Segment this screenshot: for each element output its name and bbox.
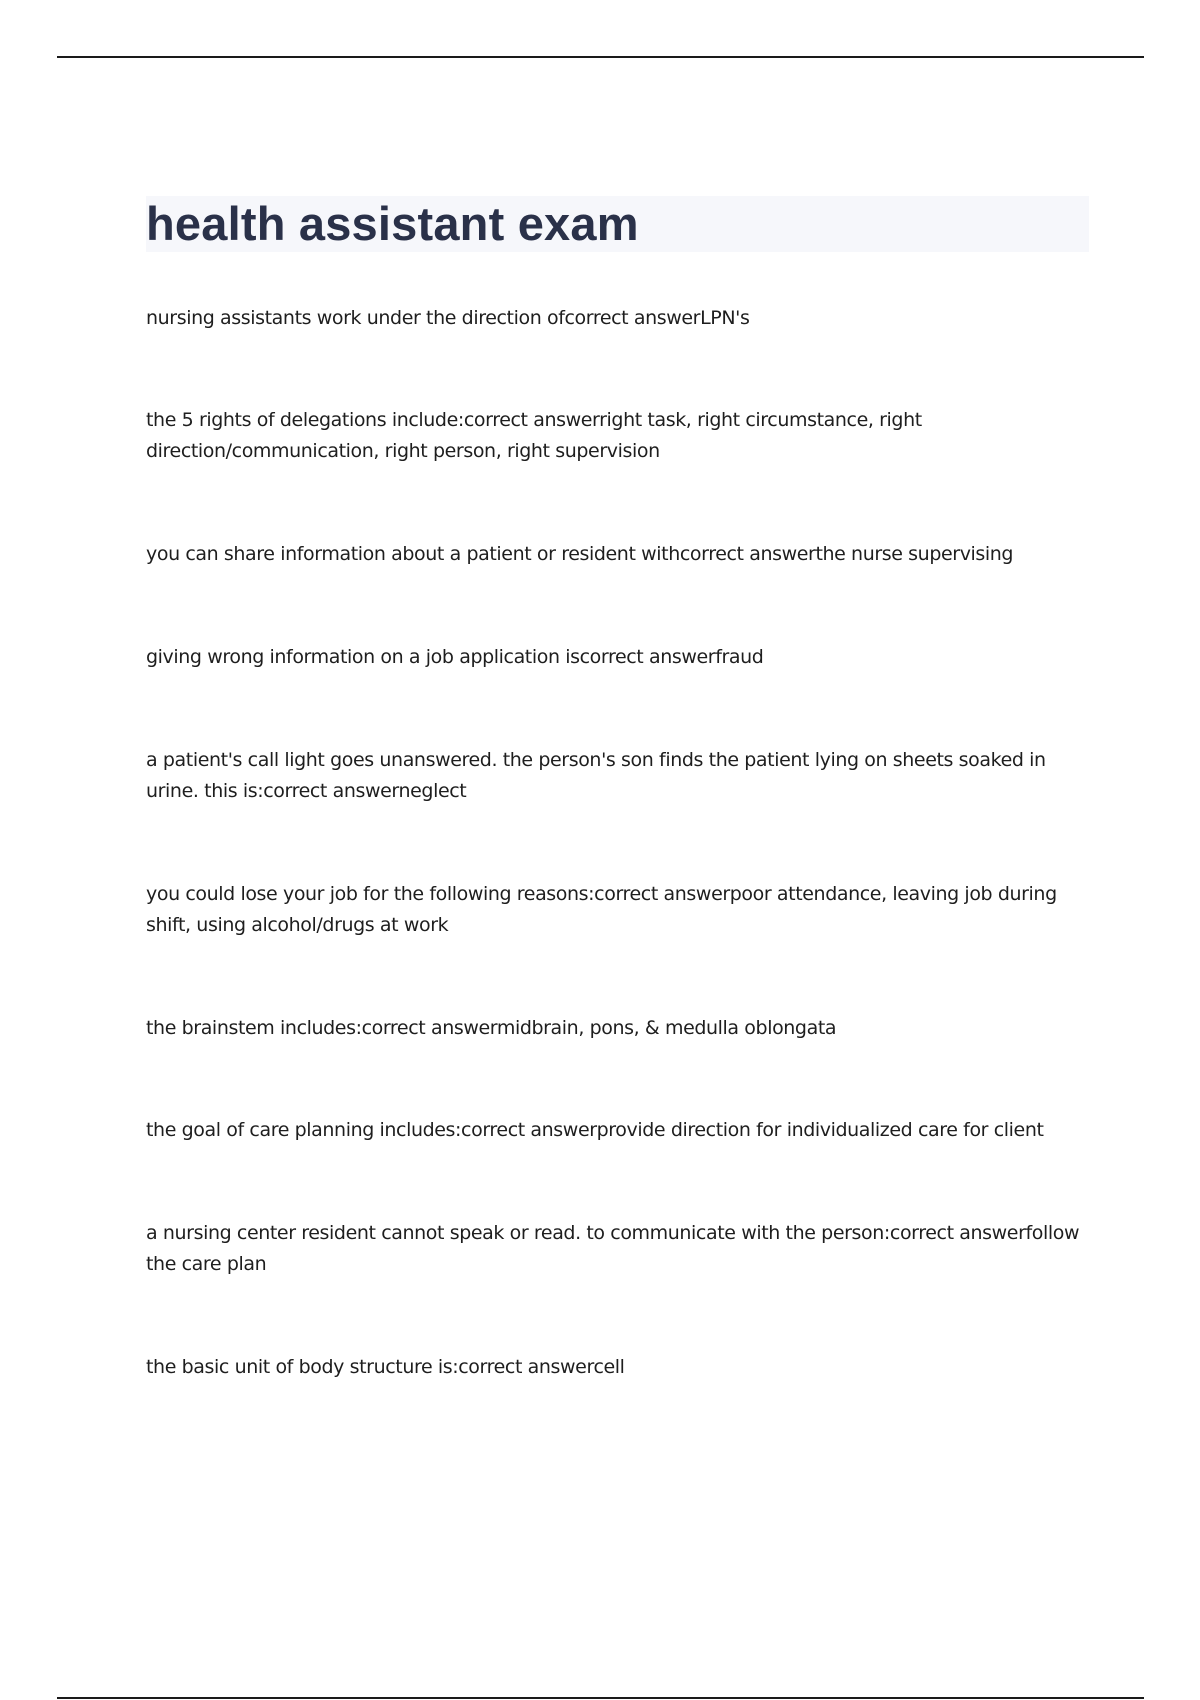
qa-item: giving wrong information on a job application iscorrect answerfraud bbox=[146, 646, 764, 668]
header-rule bbox=[57, 56, 1144, 58]
qa-item: nursing assistants work under the direction ofcorrect answerLPN's bbox=[146, 307, 750, 329]
qa-item: the basic unit of body structure is:correct answercell bbox=[146, 1356, 625, 1378]
qa-item: you could lose your job for the following reasons:correct answerpoor attendance, leaving job during shift, using alcohol/drugs at work bbox=[146, 883, 1057, 936]
title-banner bbox=[146, 196, 1089, 252]
qa-item: you can share information about a patient or resident withcorrect answerthe nurse supervising bbox=[146, 543, 1014, 565]
page-title: health assistant exam bbox=[146, 197, 639, 250]
footer-rule bbox=[57, 1697, 1144, 1699]
qa-item: the goal of care planning includes:correct answerprovide direction for individualized care for client bbox=[146, 1119, 1044, 1141]
qa-item: a nursing center resident cannot speak or read. to communicate with the person:correct answerfollow the care plan bbox=[146, 1222, 1080, 1275]
qa-item: the brainstem includes:correct answermidbrain, pons, & medulla oblongata bbox=[146, 1017, 837, 1039]
qa-item: the 5 rights of delegations include:correct answerright task, right circumstance, right direction/communication, right person, right supervision bbox=[146, 409, 922, 462]
qa-item: a patient's call light goes unanswered. the person's son finds the patient lying on sheets soaked in urine. this is:correct answerneglect bbox=[146, 749, 1046, 802]
